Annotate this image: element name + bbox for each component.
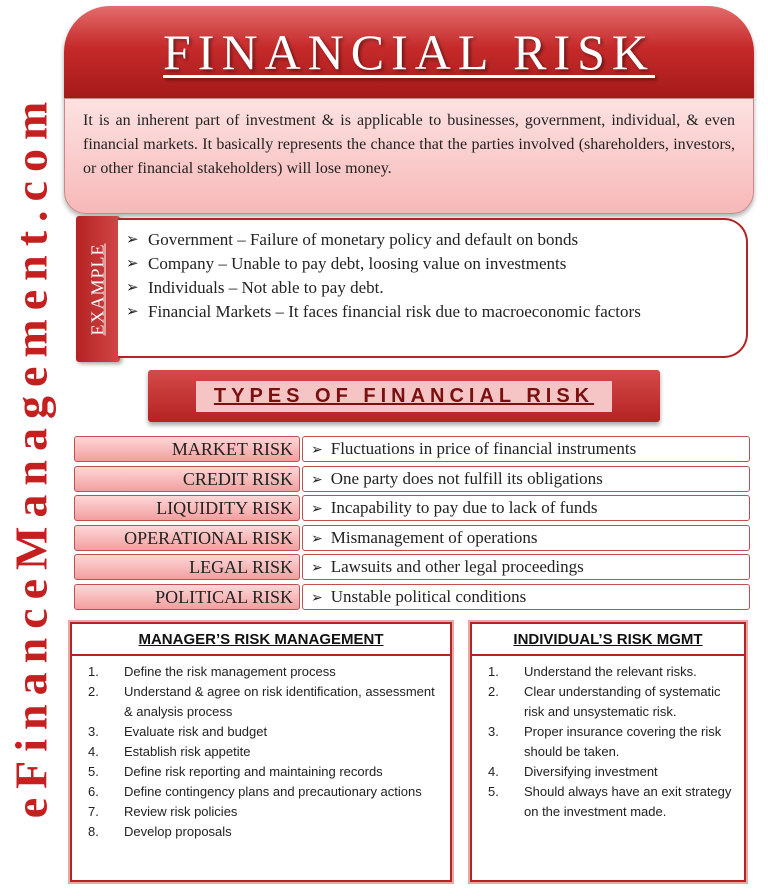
list-number: 6. bbox=[88, 784, 99, 799]
example-item-text: Company – Unable to pay debt, loosing value on investments bbox=[148, 254, 567, 273]
list-number: 1. bbox=[88, 664, 99, 679]
list-text: Should always have an exit strategy on the investment made. bbox=[524, 784, 732, 819]
example-item bbox=[126, 252, 732, 276]
arrow-icon: ➢ bbox=[126, 256, 139, 272]
manager-list bbox=[72, 656, 450, 842]
list-number: 3. bbox=[88, 724, 99, 739]
risk-label: LEGAL RISK bbox=[74, 554, 300, 580]
risk-row-market bbox=[74, 434, 750, 464]
arrow-icon: ➢ bbox=[311, 472, 323, 488]
list-number: 5. bbox=[88, 764, 99, 779]
list-item bbox=[488, 682, 736, 722]
list-text: Develop proposals bbox=[124, 824, 232, 839]
types-heading-banner bbox=[148, 370, 660, 422]
list-number: 4. bbox=[488, 764, 499, 779]
risk-description bbox=[302, 584, 750, 610]
list-number: 2. bbox=[88, 684, 99, 699]
page-title: FINANCIAL RISK bbox=[163, 24, 655, 80]
example-list bbox=[126, 228, 732, 324]
types-heading: TYPES OF FINANCIAL RISK bbox=[196, 381, 612, 412]
arrow-icon: ➢ bbox=[126, 304, 139, 320]
list-text: Establish risk appetite bbox=[124, 744, 251, 759]
arrow-icon: ➢ bbox=[311, 443, 323, 458]
list-number: 8. bbox=[88, 824, 99, 839]
individual-panel-title: INDIVIDUAL’S RISK MGMT bbox=[472, 624, 744, 656]
list-item bbox=[488, 762, 736, 782]
risk-description bbox=[302, 525, 750, 551]
arrow-icon: ➢ bbox=[311, 502, 323, 517]
manager-panel-title: MANAGER’S RISK MANAGEMENT bbox=[72, 624, 450, 656]
list-item bbox=[488, 662, 736, 682]
list-number: 2. bbox=[488, 684, 499, 699]
risk-row-legal bbox=[74, 552, 750, 582]
list-text: Define risk reporting and maintaining records bbox=[124, 764, 383, 779]
list-number: 7. bbox=[88, 804, 99, 819]
list-text: Proper insurance covering the risk should be taken. bbox=[524, 724, 722, 759]
risk-row-credit bbox=[74, 464, 750, 494]
list-text: Define contingency plans and precautionary actions bbox=[124, 784, 422, 799]
list-item bbox=[88, 742, 442, 762]
example-item-text: Individuals – Not able to pay debt. bbox=[148, 278, 384, 297]
side-brand-watermark bbox=[5, 60, 57, 850]
list-text: Clear understanding of systematic risk and unsystematic risk. bbox=[524, 684, 721, 719]
example-tab-label: EXAMPLE bbox=[87, 243, 108, 335]
list-item bbox=[88, 822, 442, 842]
list-number: 5. bbox=[488, 784, 499, 799]
list-text: Diversifying investment bbox=[524, 764, 658, 779]
risk-description bbox=[302, 466, 750, 492]
risk-row-liquidity bbox=[74, 493, 750, 523]
risk-description-text: One party does not fulfill its obligations bbox=[330, 468, 603, 488]
title-banner bbox=[64, 6, 754, 98]
list-item bbox=[488, 722, 736, 762]
list-item bbox=[88, 722, 442, 742]
list-item bbox=[88, 762, 442, 782]
example-tab bbox=[76, 216, 120, 362]
list-number: 1. bbox=[488, 664, 499, 679]
risk-description bbox=[302, 495, 750, 521]
example-item bbox=[126, 228, 732, 252]
arrow-icon: ➢ bbox=[126, 232, 139, 248]
list-number: 3. bbox=[488, 724, 499, 739]
list-item bbox=[88, 682, 442, 722]
arrow-icon: ➢ bbox=[311, 561, 323, 576]
risk-description bbox=[302, 436, 750, 462]
risk-description-text: Mismanagement of operations bbox=[330, 527, 538, 547]
list-number: 4. bbox=[88, 744, 99, 759]
risk-description bbox=[302, 554, 750, 580]
example-item bbox=[126, 276, 732, 300]
example-item-text: Government – Failure of monetary policy and default on bonds bbox=[148, 230, 579, 249]
risk-description-text: Unstable political conditions bbox=[330, 586, 527, 606]
risk-label: LIQUIDITY RISK bbox=[74, 495, 300, 521]
risk-row-political bbox=[74, 582, 750, 612]
arrow-icon: ➢ bbox=[126, 280, 139, 296]
list-text: Define the risk management process bbox=[124, 664, 336, 679]
list-item bbox=[88, 662, 442, 682]
risk-description-text: Fluctuations in price of financial instruments bbox=[330, 439, 637, 458]
list-item bbox=[88, 782, 442, 802]
risk-description-text: Incapability to pay due to lack of funds bbox=[330, 498, 598, 517]
list-item bbox=[88, 802, 442, 822]
manager-risk-panel bbox=[70, 622, 452, 882]
list-text: Understand the relevant risks. bbox=[524, 664, 697, 679]
risk-label: CREDIT RISK bbox=[74, 466, 300, 492]
intro-text: It is an inherent part of investment & is applicable to businesses, government, individual, & even financial markets. It basically represents the chance that the parties involved (shareholders, investors, or other financial stakeholders) will lose money. bbox=[83, 112, 735, 177]
risk-label: POLITICAL RISK bbox=[74, 584, 300, 610]
example-box bbox=[118, 218, 748, 358]
side-brand-text: eFinanceManagement.com bbox=[5, 92, 57, 818]
risk-label: MARKET RISK bbox=[74, 436, 300, 462]
list-text: Understand & agree on risk identification, assessment & analysis process bbox=[124, 684, 435, 719]
arrow-icon: ➢ bbox=[311, 590, 323, 606]
intro-box bbox=[64, 98, 754, 214]
list-text: Evaluate risk and budget bbox=[124, 724, 268, 739]
list-item bbox=[488, 782, 736, 822]
individual-list bbox=[472, 656, 744, 822]
arrow-icon: ➢ bbox=[311, 531, 323, 547]
example-item-text: Financial Markets – It faces financial risk due to macroeconomic factors bbox=[148, 302, 641, 321]
risk-label: OPERATIONAL RISK bbox=[74, 525, 300, 551]
risk-description-text: Lawsuits and other legal proceedings bbox=[330, 557, 584, 576]
individual-risk-panel bbox=[470, 622, 746, 882]
risk-types-table bbox=[74, 434, 750, 611]
list-text: Review risk policies bbox=[124, 804, 238, 819]
risk-row-operational bbox=[74, 523, 750, 553]
example-item bbox=[126, 300, 732, 324]
